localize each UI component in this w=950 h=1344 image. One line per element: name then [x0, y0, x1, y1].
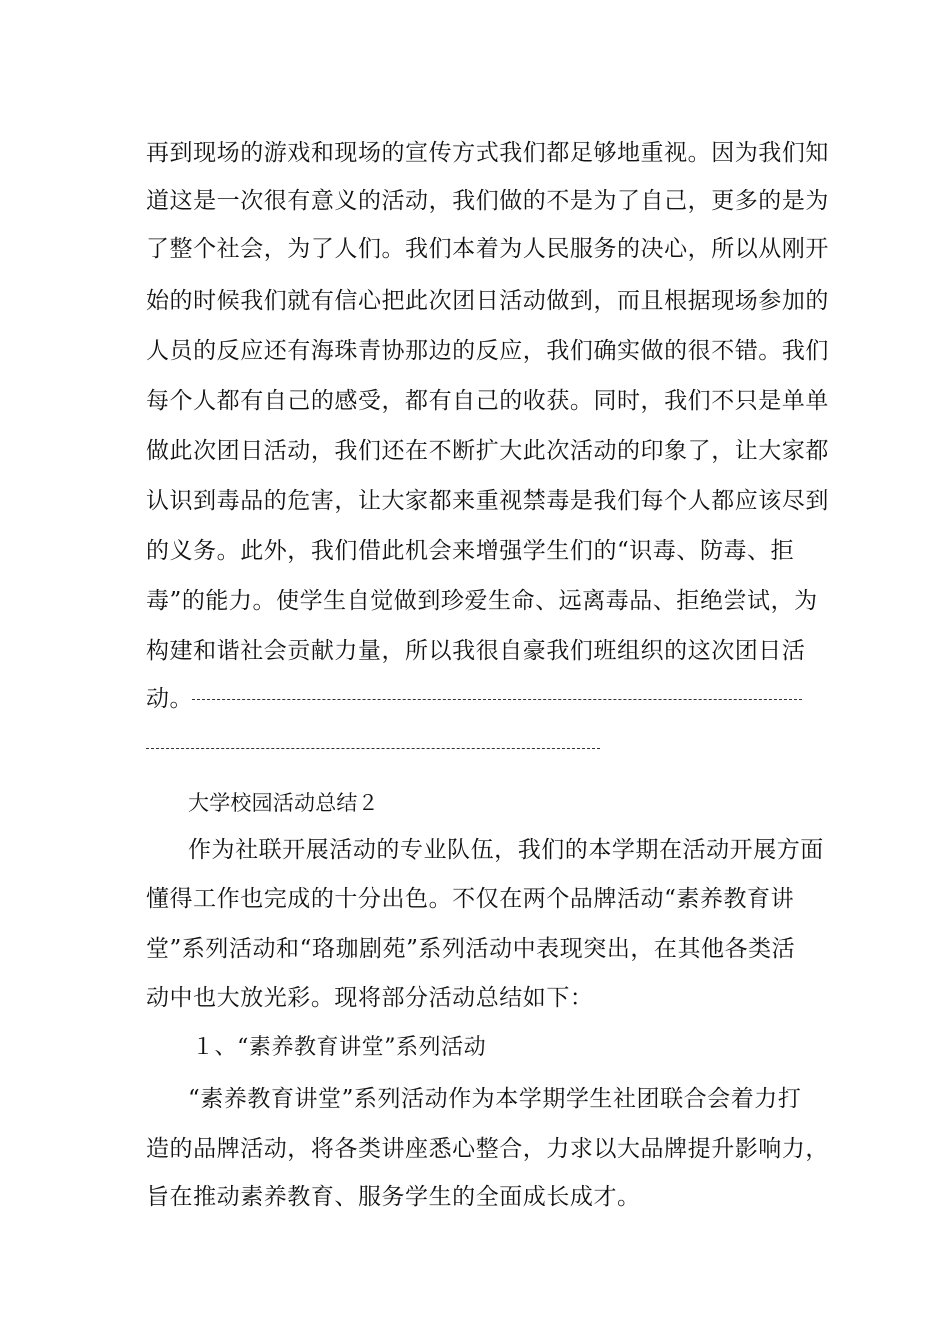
body-line: 人员的反应还有海珠青协那边的反应，我们确实做的很不错。我们 [146, 338, 829, 364]
body-line: 做此次团日活动，我们还在不断扩大此次活动的印象了，让大家都 [146, 438, 829, 464]
body-line: 的义务。此外，我们借此机会来增强学生们的“识毒、防毒、拒 [146, 538, 795, 564]
body-line: 旨在推动素养教育、服务学生的全面成长成才。 [146, 1184, 641, 1210]
body-line: 动。 [146, 686, 194, 712]
dashed-separator [192, 699, 802, 700]
body-line: 堂”系列活动和“珞珈剧苑”系列活动中表现突出，在其他各类活 [146, 936, 796, 962]
dashed-separator [146, 748, 600, 749]
list-item-title: １、“素养教育讲堂”系列活动 [192, 1035, 487, 1060]
body-line: “素养教育讲堂”系列活动作为本学期学生社团联合会着力打 [188, 1086, 802, 1112]
body-line: 动中也大放光彩。现将部分活动总结如下： [146, 985, 594, 1011]
body-line: 再到现场的游戏和现场的宣传方式我们都足够地重视。因为我们知 [146, 140, 829, 166]
body-line: 道这是一次很有意义的活动，我们做的不是为了自己，更多的是为 [146, 188, 829, 214]
section-heading: 大学校园活动总结２ [188, 791, 379, 815]
body-line: 懂得工作也完成的十分出色。不仅在两个品牌活动“素养教育讲 [146, 886, 795, 912]
body-line: 了整个社会，为了人们。我们本着为人民服务的决心，所以从刚开 [146, 236, 829, 262]
body-line: 每个人都有自己的感受，都有自己的收获。同时，我们不只是单单 [146, 388, 829, 414]
body-line: 作为社联开展活动的专业队伍，我们的本学期在活动开展方面 [188, 837, 824, 863]
body-line: 始的时候我们就有信心把此次团日活动做到，而且根据现场参加的 [146, 288, 829, 314]
body-line: 构建和谐社会贡献力量，所以我很自豪我们班组织的这次团日活 [146, 638, 806, 664]
body-line: 造的品牌活动，将各类讲座悉心整合，力求以大品牌提升影响力， [146, 1136, 829, 1162]
body-line: 毒”的能力。使学生自觉做到珍爱生命、远离毒品、拒绝尝试，为 [146, 588, 818, 614]
body-line: 认识到毒品的危害，让大家都来重视禁毒是我们每个人都应该尽到 [146, 488, 829, 514]
